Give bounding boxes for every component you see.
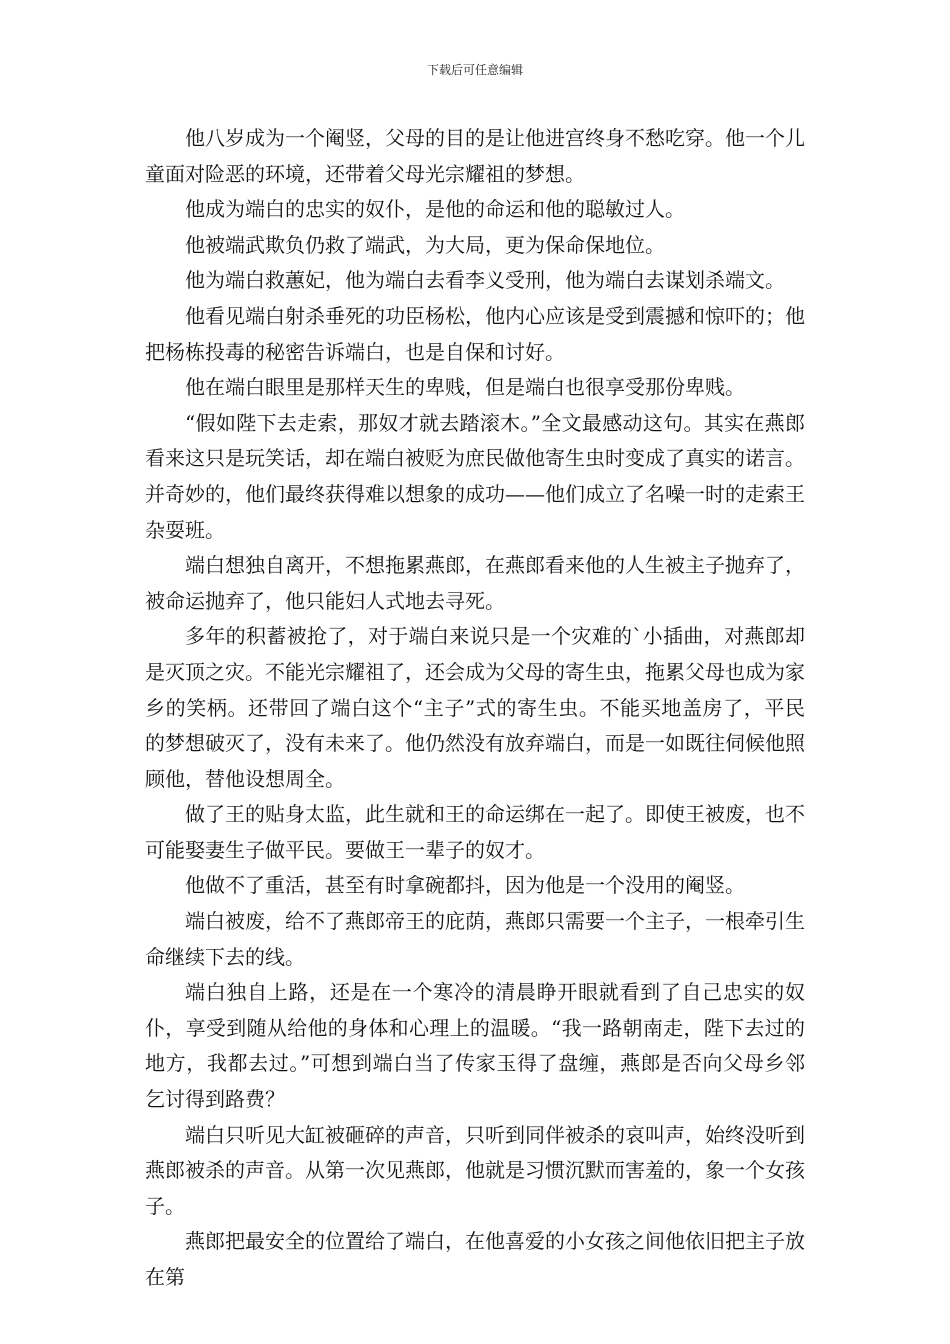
document-body <box>145 121 805 1296</box>
paragraph: 他为端白救蕙妃，他为端白去看李义受刑，他为端白去谋划杀端文。 <box>185 268 785 293</box>
paragraph: 他成为端白的忠实的奴仆，是他的命运和他的聪敏过人。 <box>185 197 685 222</box>
paragraph: 端白只听见大缸被砸碎的声音，只听到同伴被杀的哀叫声，始终没听到燕郎被杀的声音。从第一次见燕郎，他就是习惯沉默而害羞的，象一个女孩子。 <box>145 1122 805 1218</box>
paragraph: 端白想独自离开，不想拖累燕郎，在燕郎看来他的人生被主子抛弃了，被命运抛弃了，他只能妇人式地去寻死。 <box>145 553 805 613</box>
paragraph: “假如陛下去走索，那奴才就去踏滚木。”全文最感动这句。其实在燕郎看来这只是玩笑话，却在端白被贬为庶民做他寄生虫时变成了真实的诺言。并奇妙的，他们最终获得难以想象的成功——他们成立了名噪一时的走索王杂耍班。 <box>145 410 805 542</box>
paragraph: 他被端武欺负仍救了端武，为大局，更为保命保地位。 <box>185 232 665 257</box>
paragraph: 他八岁成为一个阉竖，父母的目的是让他进宫终身不愁吃穿。他一个儿童面对险恶的环境，还带着父母光宗耀祖的梦想。 <box>145 126 805 186</box>
paragraph: 做了王的贴身太监，此生就和王的命运绑在一起了。即使王被废，也不可能娶妻生子做平民。要做王一辈子的奴才。 <box>145 802 805 862</box>
paragraph: 他做不了重活，甚至有时拿碗都抖，因为他是一个没用的阉竖。 <box>185 873 745 898</box>
page-header: 下载后可任意编辑 <box>426 63 523 77</box>
paragraph: 端白独自上路，还是在一个寒冷的清晨睁开眼就看到了自己忠实的奴仆，享受到随从给他的身体和心理上的温暖。“我一路朝南走，陛下去过的地方，我都去过。”可想到端白当了传家玉得了盘缠，燕郎是否向父母乡邻乞讨得到路费？ <box>145 980 805 1112</box>
paragraph: 他在端白眼里是那样天生的卑贱，但是端白也很享受那份卑贱。 <box>185 375 745 400</box>
paragraph: 端白被废，给不了燕郎帝王的庇荫，燕郎只需要一个主子，一根牵引生命继续下去的线。 <box>145 909 805 969</box>
paragraph: 他看见端白射杀垂死的功臣杨松，他内心应该是受到震撼和惊吓的；他把杨栋投毒的秘密告诉端白，也是自保和讨好。 <box>145 303 805 364</box>
paragraph: 多年的积蓄被抢了，对于端白来说只是一个灾难的`小插曲，对燕郎却是灭顶之灾。不能光宗耀祖了，还会成为父母的寄生虫，拖累父母也成为家乡的笑柄。还带回了端白这个“主子”式的寄生虫。不能买地盖房了，平民的梦想破灭了，没有未来了。他仍然没有放弃端白，而是一如既往伺候他照顾他，替他设想周全。 <box>145 624 805 791</box>
paragraph: 燕郎把最安全的位置给了端白，在他喜爱的小女孩之间他依旧把主子放在第 <box>145 1229 805 1289</box>
